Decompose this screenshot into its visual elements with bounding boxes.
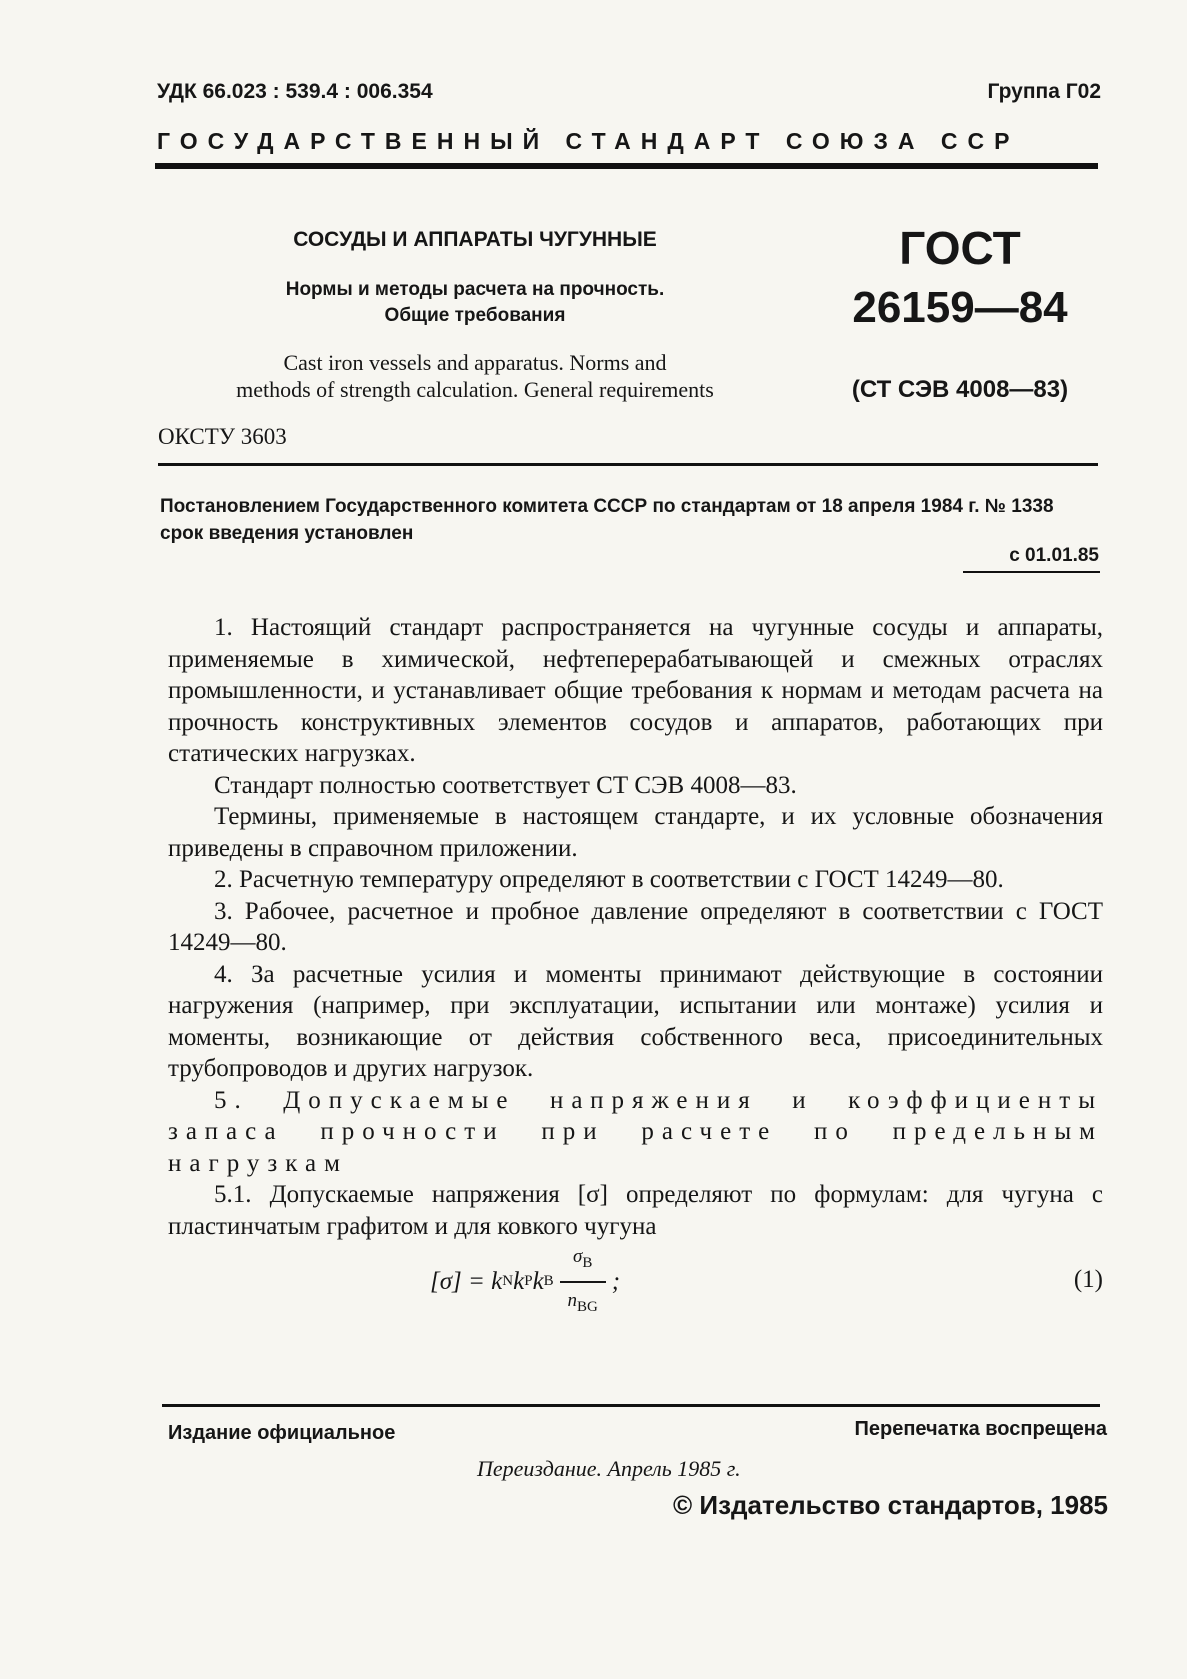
okstu-code: ОКСТУ 3603	[158, 424, 287, 449]
denominator-symbol: n	[567, 1289, 578, 1311]
official-edition: Издание официальное	[168, 1422, 396, 1444]
formula-number: (1)	[1073, 1266, 1103, 1293]
numerator-sub: B	[582, 1254, 593, 1271]
reissue-note: Переиздание. Апрель 1985 г.	[477, 1456, 741, 1481]
gost-label: ГОСТ	[899, 222, 1021, 274]
date-underline	[963, 571, 1100, 573]
formula-numerator	[573, 1241, 592, 1279]
formula-kp-sub: P	[524, 1273, 533, 1290]
denominator-sub: BG	[577, 1298, 598, 1315]
formula-denominator	[568, 1285, 598, 1323]
paragraph-2: 2. Расчетную температуру определяют в соответствии с ГОСТ 14249—80.	[214, 866, 1004, 893]
english-title-line-1: Cast iron vessels and apparatus. Norms and	[283, 350, 667, 375]
group-code: Группа Г02	[987, 80, 1101, 103]
formula-tail: ;	[611, 1268, 621, 1296]
sev-reference: (СТ СЭВ 4008—83)	[851, 376, 1069, 403]
footer-rule	[162, 1404, 1100, 1407]
formula-kp: k	[513, 1268, 525, 1296]
formula-expression	[430, 1245, 621, 1315]
formula-1	[168, 1245, 1103, 1318]
fraction-bar	[560, 1281, 606, 1283]
numerator-symbol: σ	[572, 1245, 583, 1267]
paragraph-4: 4. За расчетные усилия и моменты принимают действующие в состоянии нагружения (например, при эксплуатации, испытании или монтаже) усилия и моменты, возникающие от действия собственного веса, присоединительных трубопроводов и других нагрузок.	[168, 960, 1103, 1082]
subtitle-line-2: Общие требования	[384, 305, 566, 326]
document-title: СОСУДЫ И АППАРАТЫ ЧУГУННЫЕ	[293, 228, 657, 251]
formula-kb: k	[532, 1268, 544, 1296]
copyright-notice: © Издательство стандартов, 1985	[673, 1490, 1108, 1520]
paragraph-terms: Термины, применяемые в настоящем стандарте, и их условные обозначения приведены в справочном приложении.	[168, 803, 1103, 862]
body-text	[168, 612, 1103, 1318]
udk-code: УДК 66.023 : 539.4 : 006.354	[157, 80, 433, 103]
paragraph-1: 1. Настоящий стандарт распространяется на чугунные сосуды и аппараты, применяемые в химической, нефтеперерабатывающей и смежных отраслях промышленности, и устанавливает общие требования к нормам и методам расчета на прочность конструктивных элементов сосудов и аппаратов, работающих при статических нагрузках.	[168, 614, 1103, 767]
section-5-heading: 5. Допускаемые напряжения и коэффициенты запаса прочности при расчете по предельным нагрузкам	[168, 1086, 1103, 1177]
formula-lhs: [σ] = k	[430, 1268, 503, 1296]
header-rule	[155, 163, 1098, 169]
introduction-date: с 01.01.85	[1009, 545, 1099, 566]
paragraph-5-1: 5.1. Допускаемые напряжения [σ] определяют по формулам: для чугуна с пластинчатым графитом и для ковкого чугуна	[168, 1181, 1103, 1240]
paragraph-3: 3. Рабочее, расчетное и пробное давление определяют в соответствии с ГОСТ 14249—80.	[168, 897, 1103, 956]
formula-kb-sub: B	[543, 1273, 554, 1290]
title-rule	[158, 463, 1098, 466]
english-title-line-2: methods of strength calculation. General requirements	[236, 377, 714, 402]
subtitle-line-1: Нормы и методы расчета на прочность.	[285, 279, 665, 300]
formula-kn-sub: N	[502, 1273, 514, 1290]
decree-text: Постановлением Государственного комитета СССР по стандартам от 18 апреля 1984 г. № 1338 срок введения установлен	[160, 496, 1054, 544]
paragraph-conformity: Стандарт полностью соответствует СТ СЭВ 4008—83.	[214, 771, 797, 799]
english-title	[150, 349, 800, 403]
document-subtitle	[150, 277, 800, 329]
state-standard-heading: ГОСУДАРСТВЕННЫЙ СТАНДАРТ СОЮЗА ССР	[157, 128, 1020, 154]
reprint-notice: Перепечатка воспрещена	[854, 1418, 1107, 1440]
formula-fraction	[560, 1241, 606, 1323]
gost-number: 26159—84	[852, 283, 1068, 332]
